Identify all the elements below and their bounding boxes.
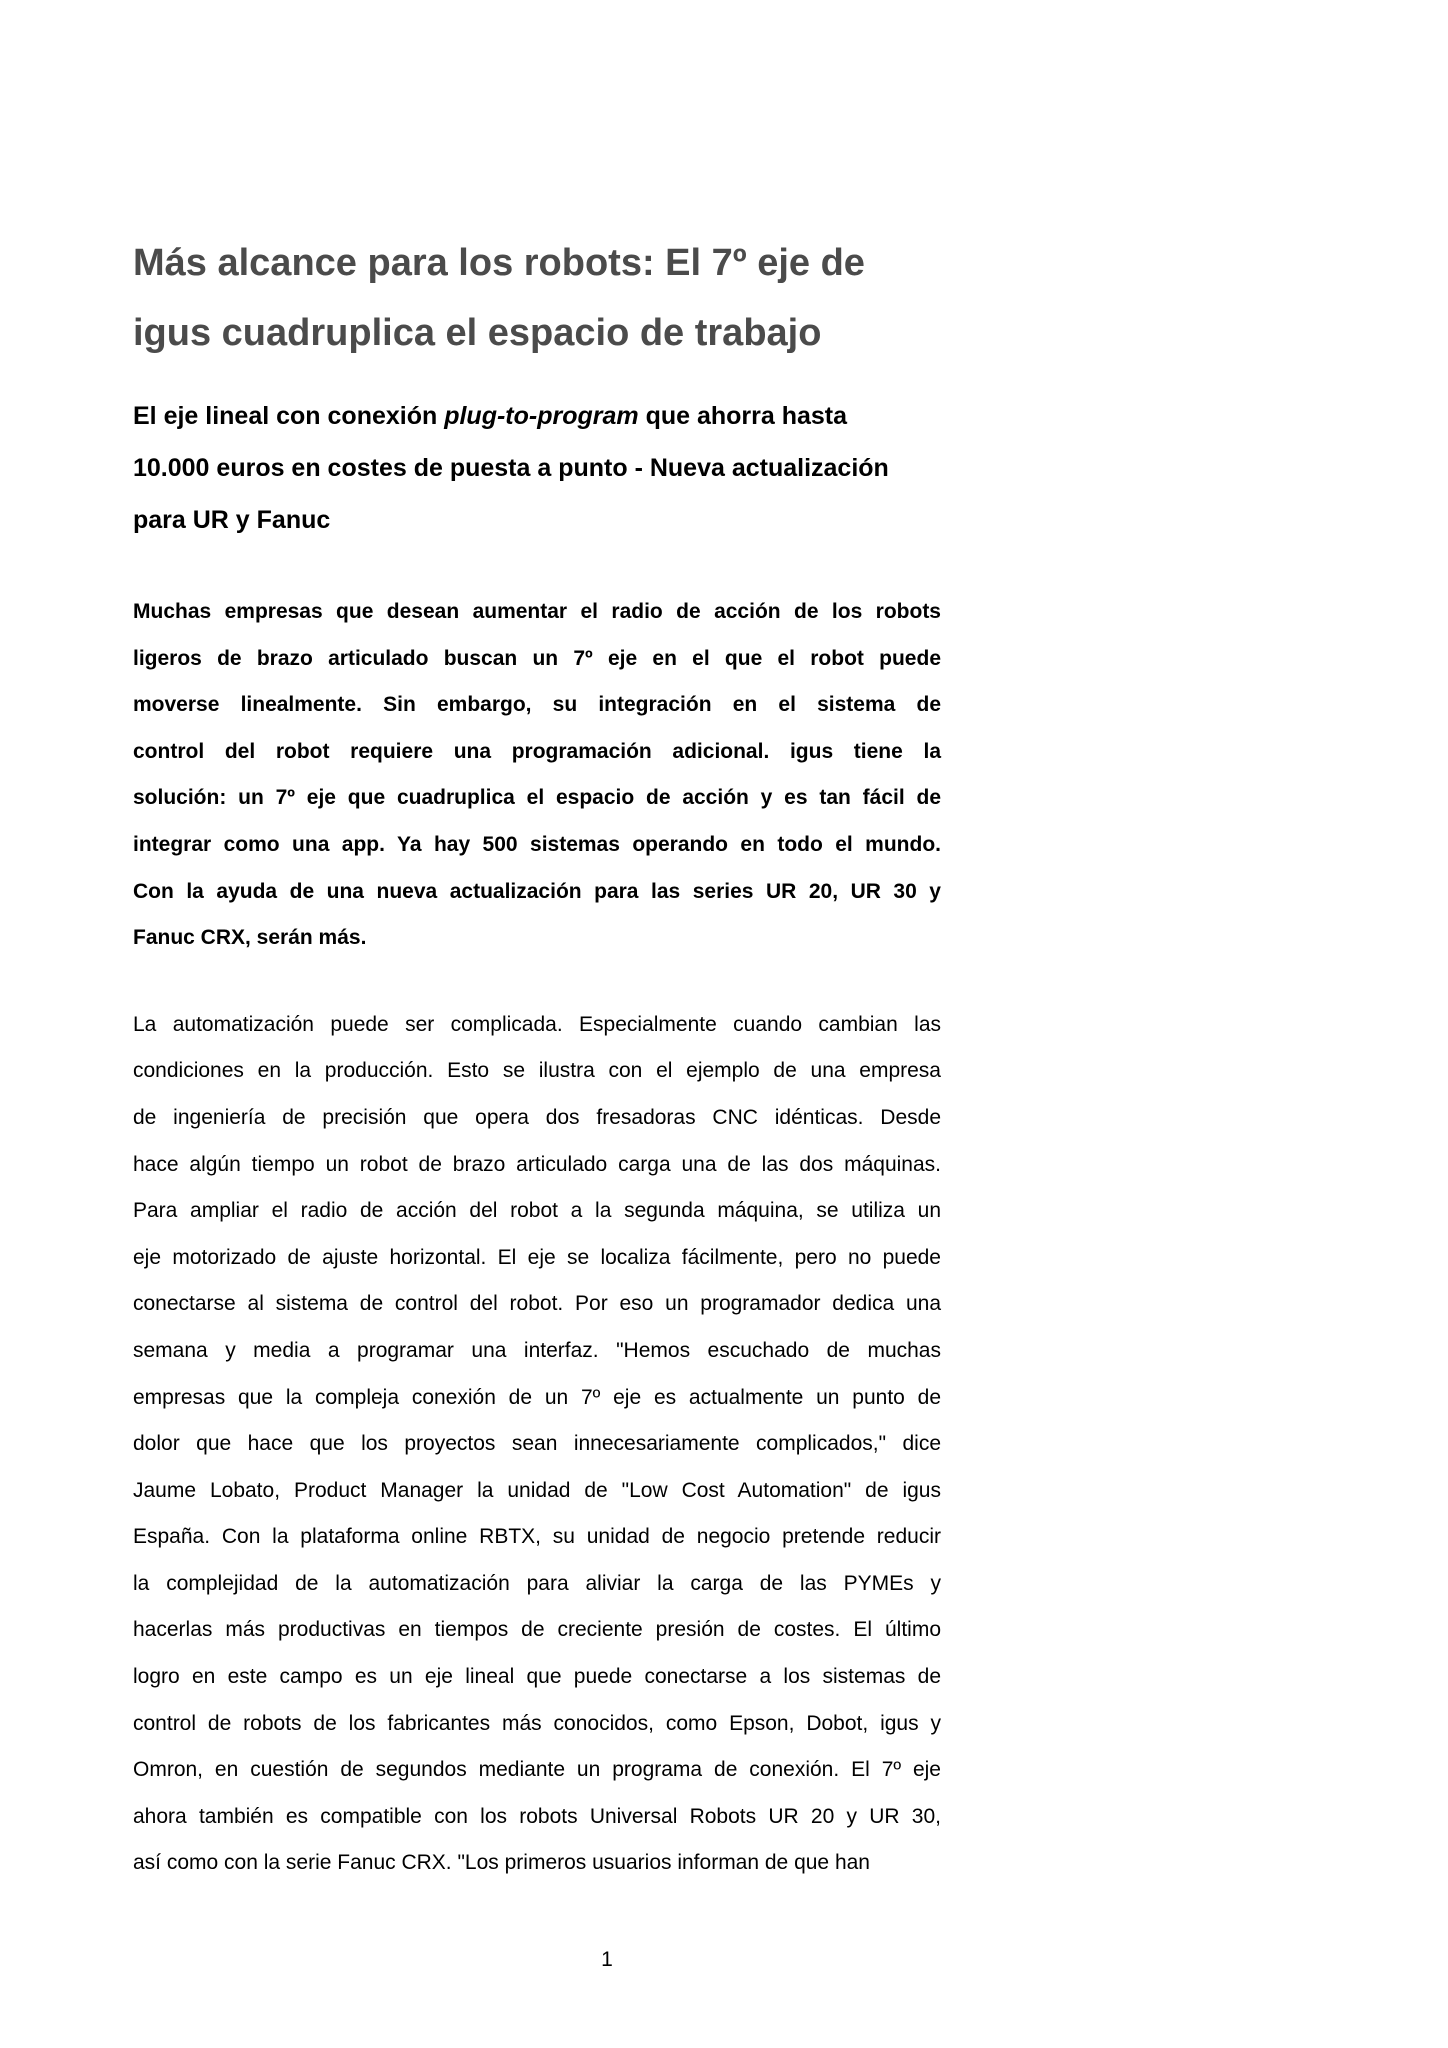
subtitle-line: para UR y Fanuc	[133, 506, 331, 534]
subtitle-line	[133, 390, 941, 442]
body-line: control de robots de los fabricantes más conocidos, como Epson, Dobot, igus y	[133, 1711, 941, 1735]
page-number: 1	[601, 1948, 613, 1971]
lead-line: control del robot requiere una programación adicional. igus tiene la	[133, 739, 941, 763]
page-title	[133, 228, 941, 368]
lead-line: moverse linealmente. Sin embargo, su integración en el sistema de	[133, 693, 941, 717]
body-line: logro en este campo es un eje lineal que puede conectarse a los sistemas de	[133, 1665, 941, 1689]
body-line: ahora también es compatible con los robots Universal Robots UR 20 y UR 30,	[133, 1804, 941, 1828]
body-paragraph	[133, 1002, 941, 1887]
subtitle-text-post: que ahorra hasta	[638, 402, 848, 430]
lead-line: integrar como una app. Ya hay 500 sistemas operando en todo el mundo.	[133, 832, 941, 856]
body-line: eje motorizado de ajuste horizontal. El eje se localiza fácilmente, pero no puede	[133, 1245, 941, 1269]
body-line: dolor que hace que los proyectos sean innecesariamente complicados," dice	[133, 1432, 941, 1456]
body-line: Para ampliar el radio de acción del robot a la segunda máquina, se utiliza un	[133, 1199, 941, 1223]
body-line: semana y media a programar una interfaz. "Hemos escuchado de muchas	[133, 1338, 941, 1362]
body-line: La automatización puede ser complicada. Especialmente cuando cambian las	[133, 1012, 941, 1036]
body-line: hacerlas más productivas en tiempos de creciente presión de costes. El último	[133, 1618, 941, 1642]
lead-line: Fanuc CRX, serán más.	[133, 926, 367, 950]
title-line: igus cuadruplica el espacio de trabajo	[133, 312, 822, 354]
body-line: de ingeniería de precisión que opera dos fresadoras CNC idénticas. Desde	[133, 1105, 941, 1129]
title-line: Más alcance para los robots: El 7º eje de	[133, 242, 865, 284]
body-line: empresas que la compleja conexión de un 7º eje es actualmente un punto de	[133, 1385, 941, 1409]
body-line: Omron, en cuestión de segundos mediante un programa de conexión. El 7º eje	[133, 1758, 941, 1782]
body-line: España. Con la plataforma online RBTX, su unidad de negocio pretende reducir	[133, 1525, 941, 1549]
body-line: condiciones en la producción. Esto se ilustra con el ejemplo de una empresa	[133, 1059, 941, 1083]
body-line: la complejidad de la automatización para aliviar la carga de las PYMEs y	[133, 1571, 941, 1595]
lead-line: Con la ayuda de una nueva actualización para las series UR 20, UR 30 y	[133, 879, 941, 903]
subtitle-line: 10.000 euros en costes de puesta a punto - Nueva actualización	[133, 454, 889, 482]
lead-line: Muchas empresas que desean aumentar el radio de acción de los robots	[133, 600, 941, 623]
lead-paragraph	[133, 589, 941, 962]
text-column	[133, 0, 941, 1887]
body-line: así como con la serie Fanuc CRX. "Los primeros usuarios informan de que han	[133, 1851, 870, 1875]
lead-line: solución: un 7º eje que cuadruplica el espacio de acción y es tan fácil de	[133, 786, 941, 810]
page-subtitle	[133, 390, 941, 546]
body-line: Jaume Lobato, Product Manager la unidad de "Low Cost Automation" de igus	[133, 1478, 941, 1502]
body-line: conectarse al sistema de control del robot. Por eso un programador dedica una	[133, 1292, 941, 1316]
body-line: hace algún tiempo un robot de brazo articulado carga una de las dos máquinas.	[133, 1152, 941, 1176]
lead-line: ligeros de brazo articulado buscan un 7º eje en el que el robot puede	[133, 646, 941, 670]
subtitle-italic-term: plug-to-program	[444, 402, 639, 430]
subtitle-text-pre: El eje lineal con conexión	[133, 402, 445, 430]
